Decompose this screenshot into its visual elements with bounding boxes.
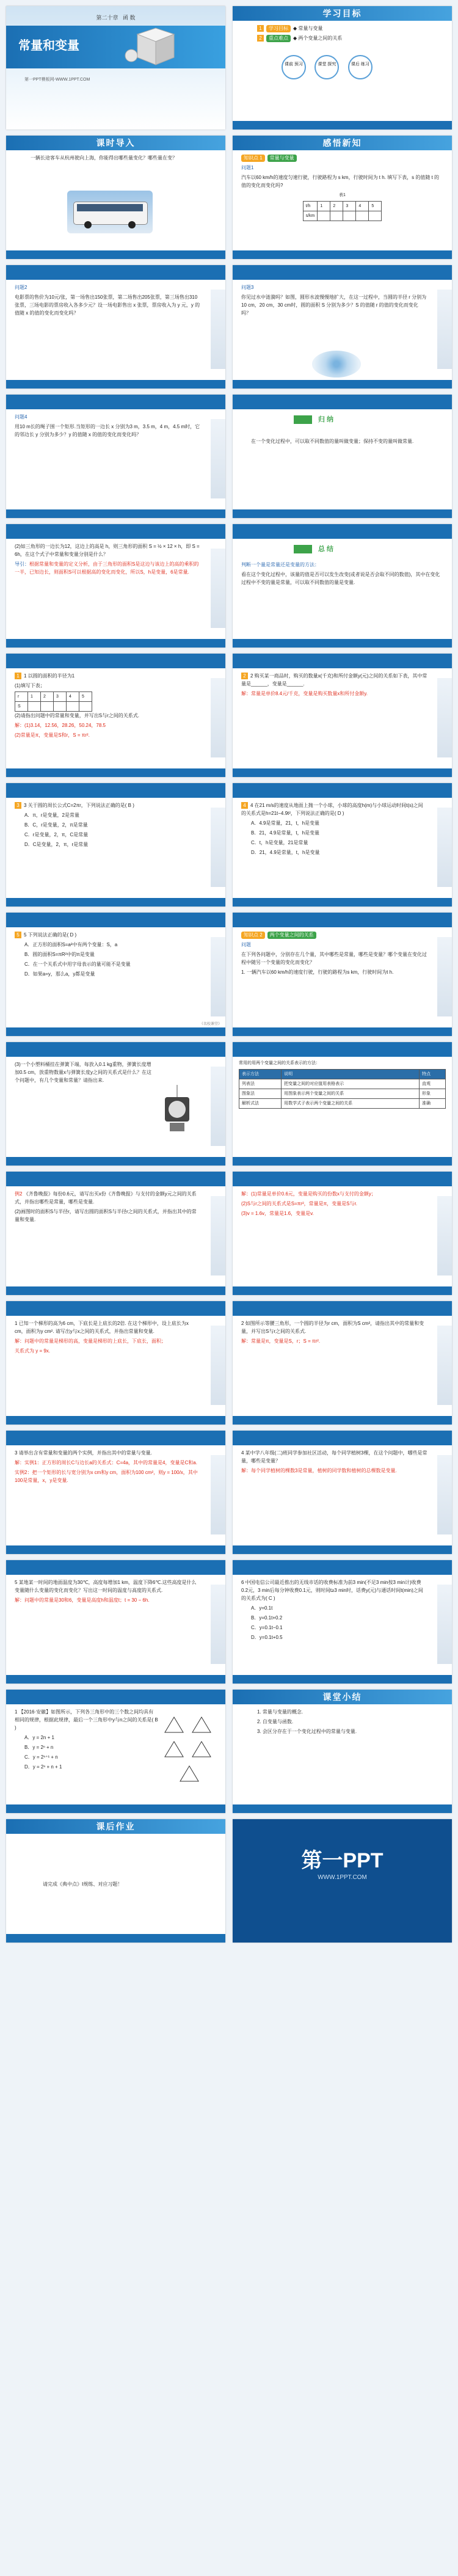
- chapter-sub: 函 数: [123, 15, 136, 21]
- slide-spring: (3)一个小塑料桶挂在弹簧下端，每放入0.1 kg重物，弹簧长度增加0.5 cm，放重物数量x与弹簧长度y之间的关系式是什么？在这个问题中，有几个变量和常量？请指出来.: [6, 1042, 225, 1166]
- tag-1: 学习目标: [266, 25, 291, 32]
- cube-illustration: [119, 22, 180, 71]
- slide-practice-1: 1 已知一个梯形的高为6 cm，下底长是上底长的2倍. 在这个梯形中，设上底长为x cm，面积为y cm². 请写出y与x之间的关系式，并指出常量和变量. 解：问题中的常量是梯形的高，变量是梯形的上底长，下底长，面积； 关系式为 y = 9x.: [6, 1301, 225, 1425]
- slide-example: (2)如三角形的一边长为12，这边上的高是 h，则三角形的面积 S = ½ × 12 × h，即 S = 6h，在这个式子中常量和变量分别是什么？ 导引：根据常量和变量的定义分析，由于三角形的面积S是这边与该边上的高的乘积的一半，已知边长，则面积S可以根据高的变化而变化，所以S，h是变量，6是常量.: [6, 524, 225, 648]
- cover-title: 常量和变量: [18, 39, 79, 53]
- logo-sub: WWW.1PPT.COM: [318, 1874, 367, 1881]
- slide-title: 感悟新知: [233, 136, 452, 150]
- slide-cover: [6, 6, 225, 130]
- triangle-figures: [162, 1714, 217, 1790]
- table: t/h 1 2 3 4 5 s/km: [303, 201, 382, 221]
- slide-practice-2: 2 如图所示等腰三角形，一个圆的半径为r cm，面积为S cm²，请指出其中的常量和变量，并写出S与r之间的关系式. 解：常量是π，变量是S，r；S = πr².: [233, 1301, 452, 1425]
- slide-problem-4: 问题4 用10 m长的绳子围一个矩形.当矩形的一边长 x 分别为3 m，3.5 m，4 m，4.5 m时，它的邻边长 y 分别为多少？y 的值随 x 的值的变化而变化吗？: [6, 395, 225, 518]
- slide-summary-1: 归 纳 在一个变化过程中，可以取不同数值的量叫做变量；保持不变的量叫做常量.: [233, 395, 452, 518]
- slide-brand: [233, 1819, 452, 1943]
- slide-practice-3: 3 请举出含有常量和变量的两个实例，并指出其中的常量与变量. 解：实例1：正方形的周长C与边长a的关系式：C=4a，其中的常量是4，变量是C和a. 实例2：把一个矩形的长与宽分别为x cm和y cm，面积为100 cm²，则y = 100/x，其中100是常量，x，y是变量.: [6, 1431, 225, 1554]
- slide-practice-5: 5 某地某一时间的地面温度为30℃，高度每增加1 km，温度下降6℃.这些高度是什么变量随什么变量的变化而变化？写出这一时间的温度与高度的关系式. 解：问题中的常量是30和6，变量是高度h和温度t；t = 30 − 6h.: [6, 1560, 225, 1684]
- slide-knowledge-1: 感悟新知 知识点 1 常量与变量 问题1 汽车以60 km/h的速度匀速行驶，行驶路程为 s km，行驶时间为 t h. 填写下表，s 的值随 t 的值的变化而变化吗? 表1 t/h 1 2 3 4 5 s/km: [233, 136, 452, 259]
- slide-homework: 课后作业 请完成《典中点》Ⅰ规练、对应习题！: [6, 1819, 225, 1943]
- slide-exercise-2: 2 2 购买某一商品时，购买的数量x(千克)和所付金额y(元)之间的关系如下表，其中常量是______，变量是______. 解：常量是单价8.4元/千克，变量是购买数量x和所付金额y.: [233, 654, 452, 777]
- circles-row: 课前 预习 课堂 探究 课后 练习: [282, 55, 373, 79]
- bus-image: [67, 191, 153, 233]
- slide-objectives: 学习目标 1 学习目标 ◆ 常量与变量 2 重点难点 ◆ 两个变量之间的关系 课前 预习 课堂 探究 课后 练习: [233, 6, 452, 130]
- slide-knowledge-2: 知识点 2 两个变量之间的关系 问题 在下列各问题中，分别存在几个量，其中哪些是常量，哪些是变量？哪个变量在变化过程中随另一个变量的变化而变化？ 1. 一辆汽车以60 km/h的速度行驶，行驶的路程为s km，行驶时间为t h.: [233, 913, 452, 1036]
- slide-practice-6: 6 中国电信公司最近推出的无线市话的收费标准为前3 min(不足3 min按3 min计)收费0.2元，3 min后每分钟收费0.1元，则时间t≥3 min时，话费y(元)与通话时间t(min)之间的关系式为( C ) A．y=0.1t B．y=0.1t+0.2 C．y=0.1t−0.1 D．y=0.1t+0.5: [233, 1560, 452, 1684]
- scale-image: [159, 1085, 195, 1134]
- slide-exercise-5: 5 5 下列说法正确的是( D ) A．正方形的面积S=a²中有两个变量：S，a B．圆的面积S=πR²中的π是变量 C．在一个关系式中用字母表示的量可能不是变量 D．如果a=y，那么a，y都是变量 《名校课堂》: [6, 913, 225, 1036]
- slide-title: 课时导入: [6, 136, 225, 150]
- slide-exercise-3: 3 3 关于圆的周长公式C=2πr，下列说法正确的是( B ) A．π，r是变量，2是常量 B．C，r是变量，2，π是常量 C．r是变量，2，π，C是常量 D．C是变量，2，π，r是常量: [6, 783, 225, 907]
- slide-class-summary: 课堂小结 1. 常量与变量的概念. 2. 自变量与函数. 3. 会区分存在于一个变化过程中的常量与变量.: [233, 1690, 452, 1813]
- slide-intro: 课时导入 一辆长途客车从杭州驶向上海，你能得出哪些量变化？哪些量在变？: [6, 136, 225, 259]
- logo: 第一PPT: [301, 1849, 383, 1872]
- slide-title: 学习目标: [233, 6, 452, 21]
- brand: 第一PPT模板网-WWW.1PPT.COM: [24, 78, 90, 82]
- slide-methods: 常用的用两个变量之间的关系表示的方法： 表示方法 说明 特点 列表法 把变量之间的对应值用表格表示 直观 图象法 用图象表示两个变量之间的关系 形象 解析式法 用数学式子表示两个变量之间的关系 准确: [233, 1042, 452, 1166]
- slide-title: 课后作业: [6, 1819, 225, 1834]
- slide-exercise-1: 1 1 以圆的面积的半径为1 (1)填写下表； r 1 2 3 4 5 S (2)请指出问题中的常量和变量，并写出S与r之间的关系式. 解：(1)3.14，12.56，28.26，50.24，78.5 (2)常量是π，变量是S和r，S = πr².: [6, 654, 225, 777]
- ripple-image: [312, 351, 361, 378]
- slide-title: 课堂小结: [233, 1690, 452, 1704]
- slide-problem-2: 问题2 电影票的售价为10元/张，第一场售出150张票，第二场售出205张票，第三场售出310张票，三场电影的票房收入各多少元？设一场电影售出 x 张票，票房收入为 y 元，y 的值随 x 的值的变化而变化吗？: [6, 265, 225, 389]
- tag-2: 重点难点: [266, 35, 291, 42]
- slide-practice-4: 4 某中学八年级(二)班同学参加社区活动，每个同学植树3棵，在这个问题中，哪些是常量，哪些是变量？ 解：每个同学植树的棵数3是常量，植树的同学数和植树的总棵数是变量.: [233, 1431, 452, 1554]
- slide-example-2: 例2 《齐鲁晚报》每份0.6元，请写出买x份《齐鲁晚报》与支付的金额y元之间的关系式，并指出哪些是常量，哪些是变量. (2)画图时的面积S与半径r，请写出圆的面积S与半径r之间的关系式，并指出其中的常量和变量.: [6, 1172, 225, 1295]
- slide-problem-3: 问题3 你见过水中涟漪吗？如图，圆形水波慢慢地扩大，在这一过程中，当圆的半径 r 分别为10 cm，20 cm，30 cm时，圆的面积 S 分别为多少？S 的值随 r 的值的变化而变化吗？: [233, 265, 452, 389]
- section-title: 归 纳: [318, 416, 334, 423]
- slide-summary-2: 总 结 判断一个量是常量还是变量的方法： 看在这个变化过程中，该量的值是否可以发生改变(或者说是否会取不同的数值)，其中在变化过程中不变的量是常量，可以取不同数值的量是变量.: [233, 524, 452, 648]
- table: r 1 2 3 4 5 S: [15, 691, 92, 712]
- slide-practice-7: 1 【2016·安徽】如图所示，下列各三角形中的三个数之间均具有相同的规律，根据此规律，最后一个三角形中y与n之间的关系是( B ) A．y = 2n + 1 B．y = 2ⁿ + n C．y = 2ⁿ⁺¹ + n D．y = 2ⁿ + n + 1: [6, 1690, 225, 1813]
- slide-example-2-answer: 解：(1)常量是单价0.6元，变量是购买的份数x与支付的金额y； (2)S与r之间的关系式是S=πr²，常量是π，变量是S与r. (3)v = 1.6v，常量是1.6，变量是v.: [233, 1172, 452, 1295]
- methods-table: 表示方法 说明 特点 列表法 把变量之间的对应值用表格表示 直观 图象法 用图象表示两个变量之间的关系 形象 解析式法 用数学式子表示两个变量之间的关系 准确: [239, 1069, 446, 1109]
- chapter-label: 第二十章: [96, 15, 118, 21]
- section-title: 总 结: [318, 545, 334, 553]
- slide-exercise-4: 4 4 在21 m/s的速度从地面上抛一个小球，小球的高度h(m)与小球运动时间t(s)之间的关系式是h=21t−4.9t²，下列说法正确的是( D ) A．4.9是常量，21，t，h是变量 B．21，4.9是常量，t，h是变量 C．t，h是变量，21是常量 D．21，4.9是常量，t，h是变量: [233, 783, 452, 907]
